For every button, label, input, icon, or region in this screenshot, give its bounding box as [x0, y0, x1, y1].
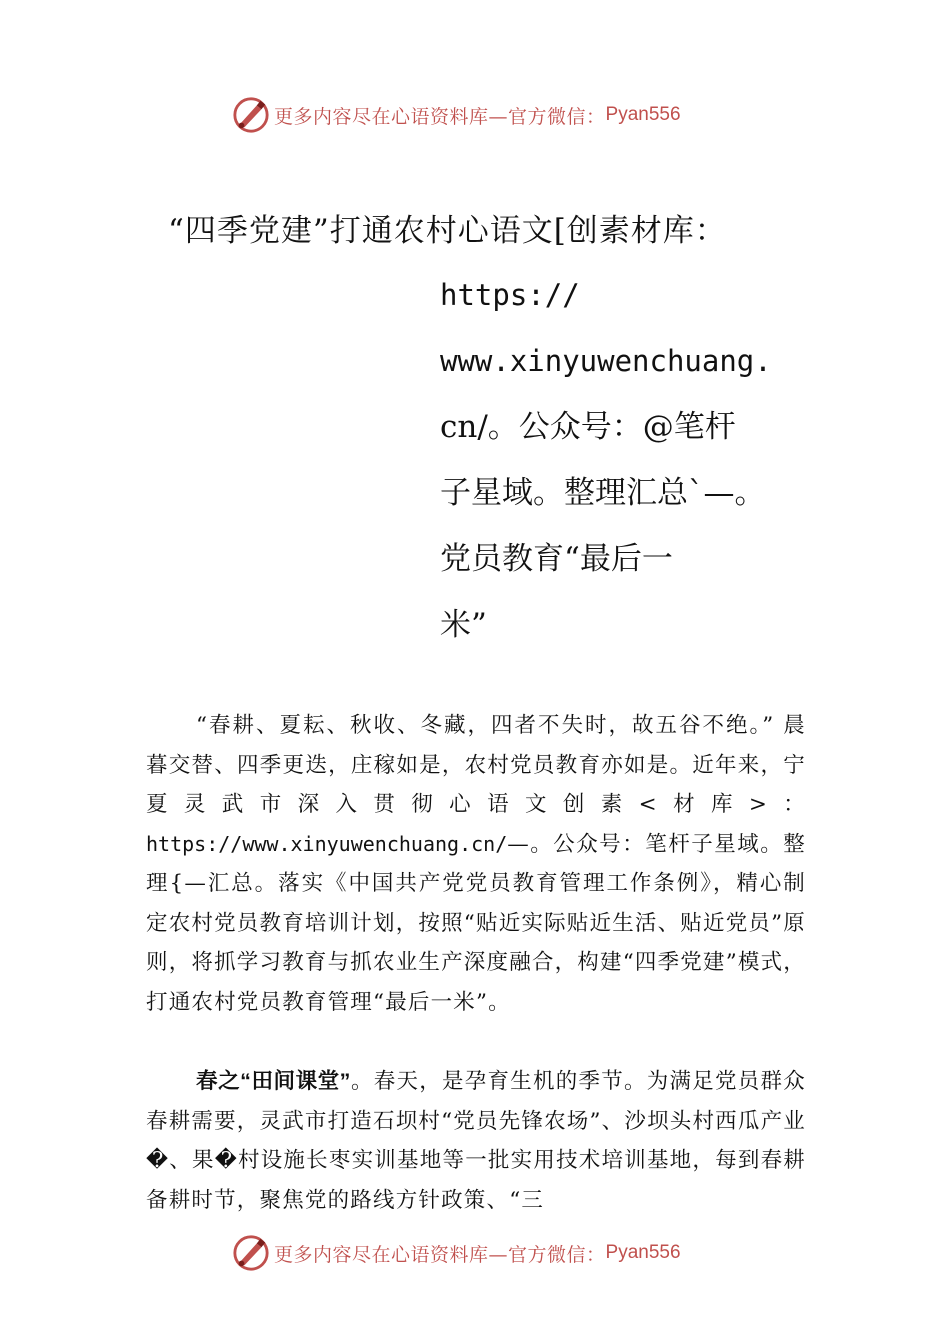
footer-wechat-id: Pyan556 [605, 1242, 681, 1263]
header-wechat-id: Pyan556 [605, 104, 681, 125]
header-banner-text: 更多内容尽在心语资料库—官方微信： [274, 105, 606, 128]
footer-banner [232, 1233, 752, 1273]
title-line: https:// [440, 278, 580, 312]
title-line: 党员教育“最后一 [440, 541, 673, 577]
body-paragraph-spring [146, 1062, 806, 1220]
body-paragraph-intro [146, 706, 806, 1022]
intro-text-a: “春耕、夏耘、秋收、冬藏，四者不失时，故五谷不绝。” 晨暮交替、四季更迭，庄稼如是，农村党员教育亦如是。近年来，宁夏灵武市深入贯彻心语文创素<材库>： [146, 713, 806, 817]
title-line: 米” [440, 607, 487, 643]
document-title-block [440, 270, 840, 666]
footer-banner-text: 更多内容尽在心语资料库—官方微信： [274, 1243, 606, 1266]
intro-text-b: —。公众号：笔杆子星域。整理{—汇总。落实《中国共产党党员教育管理工作条例》，精心制定农村党员教育培训计划，按照“贴近实际贴近生活、贴近党员”原则，将抓学习教育与抓农业生产深度融合，构建“四季党建”模式，打通农村党员教育管理“最后一米”。 [146, 831, 806, 1015]
title-line: www.xinyuwenchuang. [440, 344, 772, 378]
section-heading-spring: 春之“田间课堂” [196, 1069, 351, 1093]
title-line: cn/。公众号：@笔杆 [440, 409, 736, 445]
pen-logo-icon [232, 96, 270, 134]
title-line: 子星域。整理汇总`—。 [440, 475, 766, 511]
document-title-line1: “四季党建”打通农村心语文[创素材库： [168, 213, 727, 249]
spring-text: 。春天，是孕育生机的季节。为满足党员群众春耕需要，灵武市打造石坝村“党员先锋农场”、沙坝头村西瓜产业�、果�村设施长枣实训基地等一批实用技术培训基地，每到春耕备耕时节，聚焦党的路线方针政策、“三 [146, 1069, 806, 1213]
source-url: https://www.xinyuwenchuang.cn/ [146, 831, 508, 856]
header-banner [232, 95, 752, 135]
pen-logo-icon [232, 1234, 270, 1272]
